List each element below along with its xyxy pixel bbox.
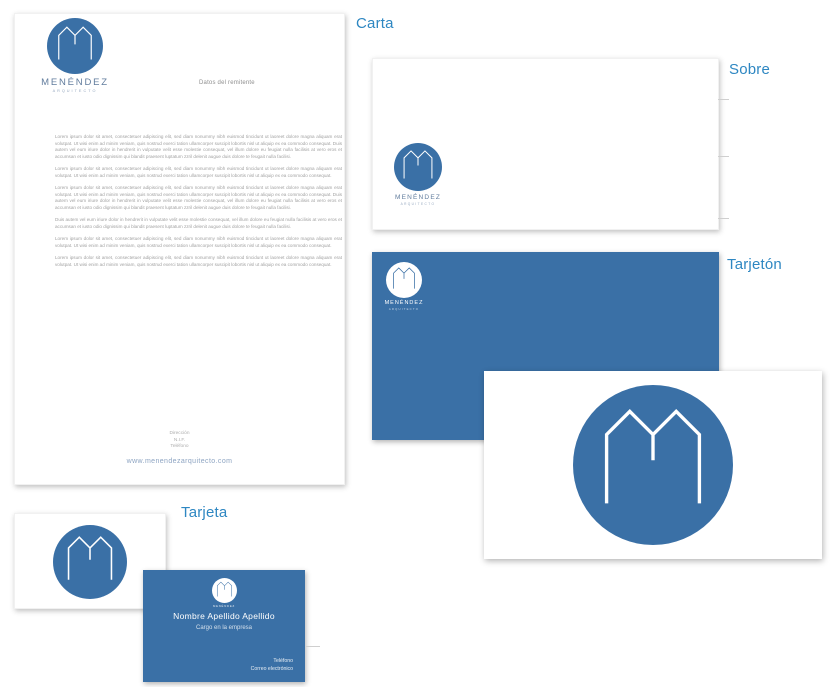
brand-subtitle: ARQUITECTO	[52, 89, 98, 93]
letter-contact-block	[15, 431, 344, 451]
brand-name: MENÉNDEZ	[384, 300, 424, 306]
tarjeton-brand-lockup	[378, 262, 430, 311]
letterhead-brand-lockup	[27, 18, 123, 93]
letter-body	[55, 134, 342, 274]
brand-name: MENÉNDEZ	[41, 77, 109, 88]
paper-fold-tick	[718, 218, 729, 219]
label-carta: Carta	[356, 15, 394, 32]
menendez-m-logo-icon	[212, 578, 237, 603]
envelope-sheet	[372, 58, 719, 230]
card-contact-line: Correo electrónico	[250, 665, 293, 672]
paper-fold-tick	[718, 99, 729, 100]
label-tarjeton: Tarjetón	[727, 256, 782, 273]
letterhead-sheet	[14, 13, 345, 485]
brand-name: MENÉNDEZ	[394, 194, 442, 201]
menendez-m-logo-icon	[53, 525, 127, 599]
menendez-m-logo-icon	[394, 143, 442, 191]
brand-subtitle: ARQUITECTO	[400, 202, 436, 206]
letter-paragraph: Lorem ipsum dolor sit amet, consectetuer adipiscing elit, sed diam nonummy nibh euismod tincidunt ut laoreet dolore magna aliquam erat volutpat. Ut wisi enim ad minim veniam, quis nostrud exerci tation ullamcorper suscipit lobortis nisl ut aliquip ex ea commodo consequat. Duis autem vel eum iriure dolor in hendrerit in vulputate velit esse molestie consequat, vel illum dolore eu feugiat nulla facilisis at vero eros et accumsan et iusto odio dignissim qui blandit praesent luptatum zzril delenit augue duis dolore te feugait nulla facilisi.	[55, 185, 342, 210]
paper-fold-tick	[306, 646, 320, 647]
card-contact-line: Teléfono	[273, 658, 293, 664]
menendez-m-large-logo-icon	[573, 385, 733, 545]
letter-paragraph: Lorem ipsum dolor sit amet, consectetuer adipiscing elit, sed diam nonummy nibh euismod tincidunt ut laoreet dolore magna aliquam erat volutpat. Ut wisi enim ad minim veniam, quis nostrud exerci tation ullamcorper suscipit lobortis nisl ut aliquip ex ea commodo consequat. Duis autem vel eum iriure dolor in hendrerit in vulputate velit esse molestie consequat, vel illum dolore eu feugiat nulla facilisis at vero eros et accumsan et iusto odio dignissim qui blandit praesent luptatum zzril delenit augue duis dolore te feugait nulla facilisi.	[55, 134, 342, 159]
menendez-m-logo-icon	[386, 262, 422, 298]
label-tarjeta: Tarjeta	[181, 504, 228, 521]
letter-contact-line: Dirección	[169, 431, 190, 436]
letter-paragraph: Lorem ipsum dolor sit amet, consectetuer adipiscing elit, sed diam nonummy nibh euismod tincidunt ut laoreet dolore magna aliquam erat volutpat. Ut wisi enim ad minim veniam, quis nostrud exerci tation ullamcorper suscipit lobortis nisl ut aliquip ex ea commodo consequat.	[55, 166, 342, 178]
letter-paragraph: Lorem ipsum dolor sit amet, consectetuer adipiscing elit, sed diam nonummy nibh euismod tincidunt ut laoreet dolore magna aliquam erat volutpat. Ut wisi enim ad minim veniam, quis nostrud exerci tation ullamcorper suscipit lobortis nisl ut aliquip ex ea commodo consequat.	[55, 236, 342, 248]
letter-paragraph: Lorem ipsum dolor sit amet, consectetuer adipiscing elit, sed diam nonummy nibh euismod tincidunt ut laoreet dolore magna aliquam erat volutpat. Ut wisi enim ad minim veniam, quis nostrud exerci tation ullamcorper suscipit lobortis nisl ut aliquip ex ea commodo consequat.	[55, 255, 342, 267]
letter-paragraph: Duis autem vel eum iriure dolor in hendrerit in vulputate velit esse molestie consequat, vel illum dolore eu feugiat nulla facilisis at vero eros et accumsan et iusto odio dignissim qui blandit praesent luptatum zzril delenit augue duis dolore te feugait nulla facilisi.	[55, 217, 342, 229]
card-holder-role: Cargo en la empresa	[195, 625, 253, 631]
brand-subtitle: ARQUITECTO	[388, 307, 420, 311]
card-holder-name: Nombre Apellido Apellido	[173, 611, 275, 621]
letter-website: www.menendezarquitecto.com	[126, 458, 233, 465]
paper-fold-tick	[718, 156, 729, 157]
label-sobre: Sobre	[729, 61, 771, 78]
menendez-m-logo-icon	[47, 18, 103, 74]
tarjeta-back-card	[143, 570, 305, 682]
card-contact-block	[251, 658, 293, 673]
sender-data-note: Datos del remitente	[199, 80, 255, 86]
envelope-brand-lockup	[377, 143, 459, 206]
letter-contact-line: Teléfono	[170, 444, 189, 450]
brand-name-tiny: MENÉNDEZ	[212, 604, 236, 608]
tarjeton-white-card	[484, 371, 822, 559]
letter-contact-line: N.I.F.	[173, 437, 186, 443]
card-brand-lockup	[143, 578, 305, 608]
